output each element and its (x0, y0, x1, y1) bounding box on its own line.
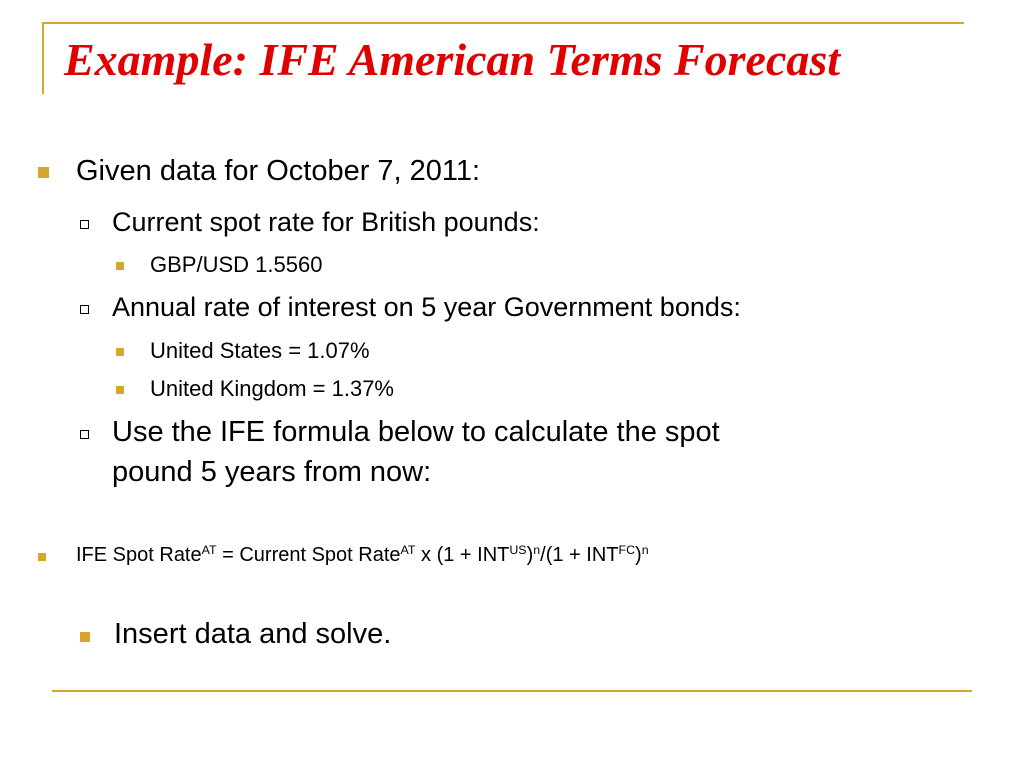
ife-formula (76, 544, 649, 567)
hollow-square-bullet-icon (80, 220, 89, 229)
bullet-use-formula-line1: Use the IFE formula below to calculate the spot (112, 416, 720, 448)
formula-part: ) (526, 544, 534, 566)
square-bullet-icon (116, 386, 124, 394)
formula-superscript: AT (400, 543, 416, 558)
formula-superscript: n (533, 543, 541, 558)
bullet-given: Given data for October 7, 2011: (76, 155, 481, 187)
bullet-uk-rate: United Kingdom = 1.37% (150, 376, 394, 401)
bullet-interest-heading: Annual rate of interest on 5 year Government bonds: (112, 292, 741, 322)
formula-superscript: FC (618, 543, 636, 558)
bullet-spot-value: GBP/USD 1.5560 (150, 252, 323, 277)
hollow-square-bullet-icon (80, 430, 89, 439)
formula-part: = Current Spot Rate (216, 544, 401, 566)
formula-part: IFE Spot Rate (76, 544, 202, 566)
square-bullet-icon (116, 262, 124, 270)
square-bullet-icon (116, 348, 124, 356)
bullet-insert: Insert data and solve. (114, 618, 392, 650)
left-rule (42, 22, 44, 94)
bullet-use-formula-line2: pound 5 years from now: (112, 456, 432, 488)
slide-title: Example: IFE American Terms Forecast (64, 34, 841, 85)
formula-superscript: US (509, 543, 527, 558)
bullet-us-rate: United States = 1.07% (150, 338, 370, 363)
hollow-square-bullet-icon (80, 305, 89, 314)
formula-part: /(1 + INT (540, 544, 619, 566)
top-rule (42, 22, 964, 24)
bullet-spot-heading: Current spot rate for British pounds: (112, 207, 540, 237)
formula-superscript: AT (201, 543, 217, 558)
square-bullet-icon (80, 632, 90, 642)
formula-part: x (1 + INT (415, 544, 510, 566)
formula-superscript: n (641, 543, 649, 558)
square-bullet-icon (38, 553, 46, 561)
square-bullet-icon (38, 167, 49, 178)
formula-part: ) (635, 544, 642, 566)
bottom-rule (52, 690, 972, 692)
